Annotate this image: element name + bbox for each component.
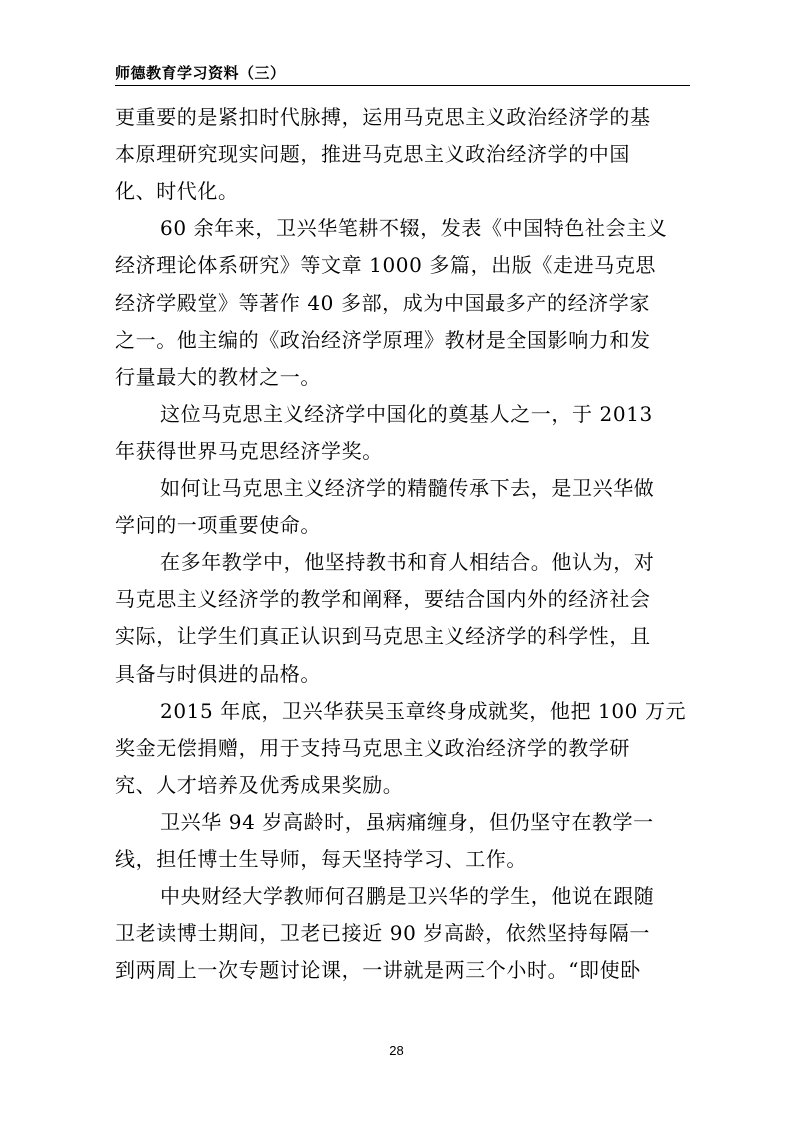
paragraph-line: 本原理研究现实问题，推进马克思主义政治经济学的中国	[115, 142, 630, 167]
paragraph-line: 行量最大的教材之一。	[115, 364, 321, 389]
paragraph-line: 卫老读博士期间，卫老已接近 90 岁高龄，依然坚持每隔一	[115, 921, 650, 946]
paragraph-line: 具备与时俱进的品格。	[115, 661, 321, 686]
paragraph-line: 如何让马克思主义经济学的精髓传承下去，是卫兴华做	[160, 476, 655, 500]
paragraph-line: 在多年教学中，他坚持教书和育人相结合。他认为，对	[160, 550, 655, 575]
paragraph-line: 究、人才培养及优秀成果奖励。	[115, 772, 404, 797]
document-header-title: 师德教育学习资料（三）	[115, 64, 286, 82]
paragraph-line: 更重要的是紧扣时代脉搏，运用马克思主义政治经济学的基	[115, 105, 651, 129]
paragraph-line: 经济学殿堂》等著作 40 多部，成为中国最多产的经济学家	[115, 290, 650, 315]
paragraph-line: 线，担任博士生导师，每天坚持学习、工作。	[115, 847, 527, 871]
paragraph-line: 奖金无偿捐赠，用于支持马克思主义政治经济学的教学研	[115, 735, 630, 760]
page-number: 28	[389, 1043, 404, 1058]
paragraph-line: 实际，让学生们真正认识到马克思主义经济学的科学性，且	[115, 624, 651, 649]
paragraph-line: 学问的一项重要使命。	[115, 513, 321, 538]
paragraph-line: 经济理论体系研究》等文章 1000 多篇，出版《走进马克思	[115, 253, 657, 278]
paragraph-line: 马克思主义经济学的教学和阐释，要结合国内外的经济社会	[115, 587, 651, 612]
paragraph-line: 卫兴华 94 岁高龄时，虽病痛缠身，但仍坚守在教学一	[160, 809, 654, 834]
paragraph-line: 年获得世界马克思经济学奖。	[115, 438, 383, 463]
paragraph-line: 这位马克思主义经济学中国化的奠基人之一，于 2013	[160, 401, 653, 426]
header-divider	[115, 85, 690, 86]
paragraph-line: 到两周上一次专题讨论课，一讲就是两三个小时。“即使卧	[115, 958, 641, 983]
paragraph-line: 之一。他主编的《政治经济学原理》教材是全国影响力和发	[115, 327, 651, 352]
paragraph-line: 中央财经大学教师何召鹏是卫兴华的学生，他说在跟随	[160, 884, 655, 909]
paragraph-line: 2015 年底，卫兴华获吴玉章终身成就奖，他把 100 万元	[160, 698, 687, 723]
paragraph-line: 60 余年来，卫兴华笔耕不辍，发表《中国特色社会主义	[160, 216, 668, 241]
paragraph-line: 化、时代化。	[115, 179, 239, 204]
